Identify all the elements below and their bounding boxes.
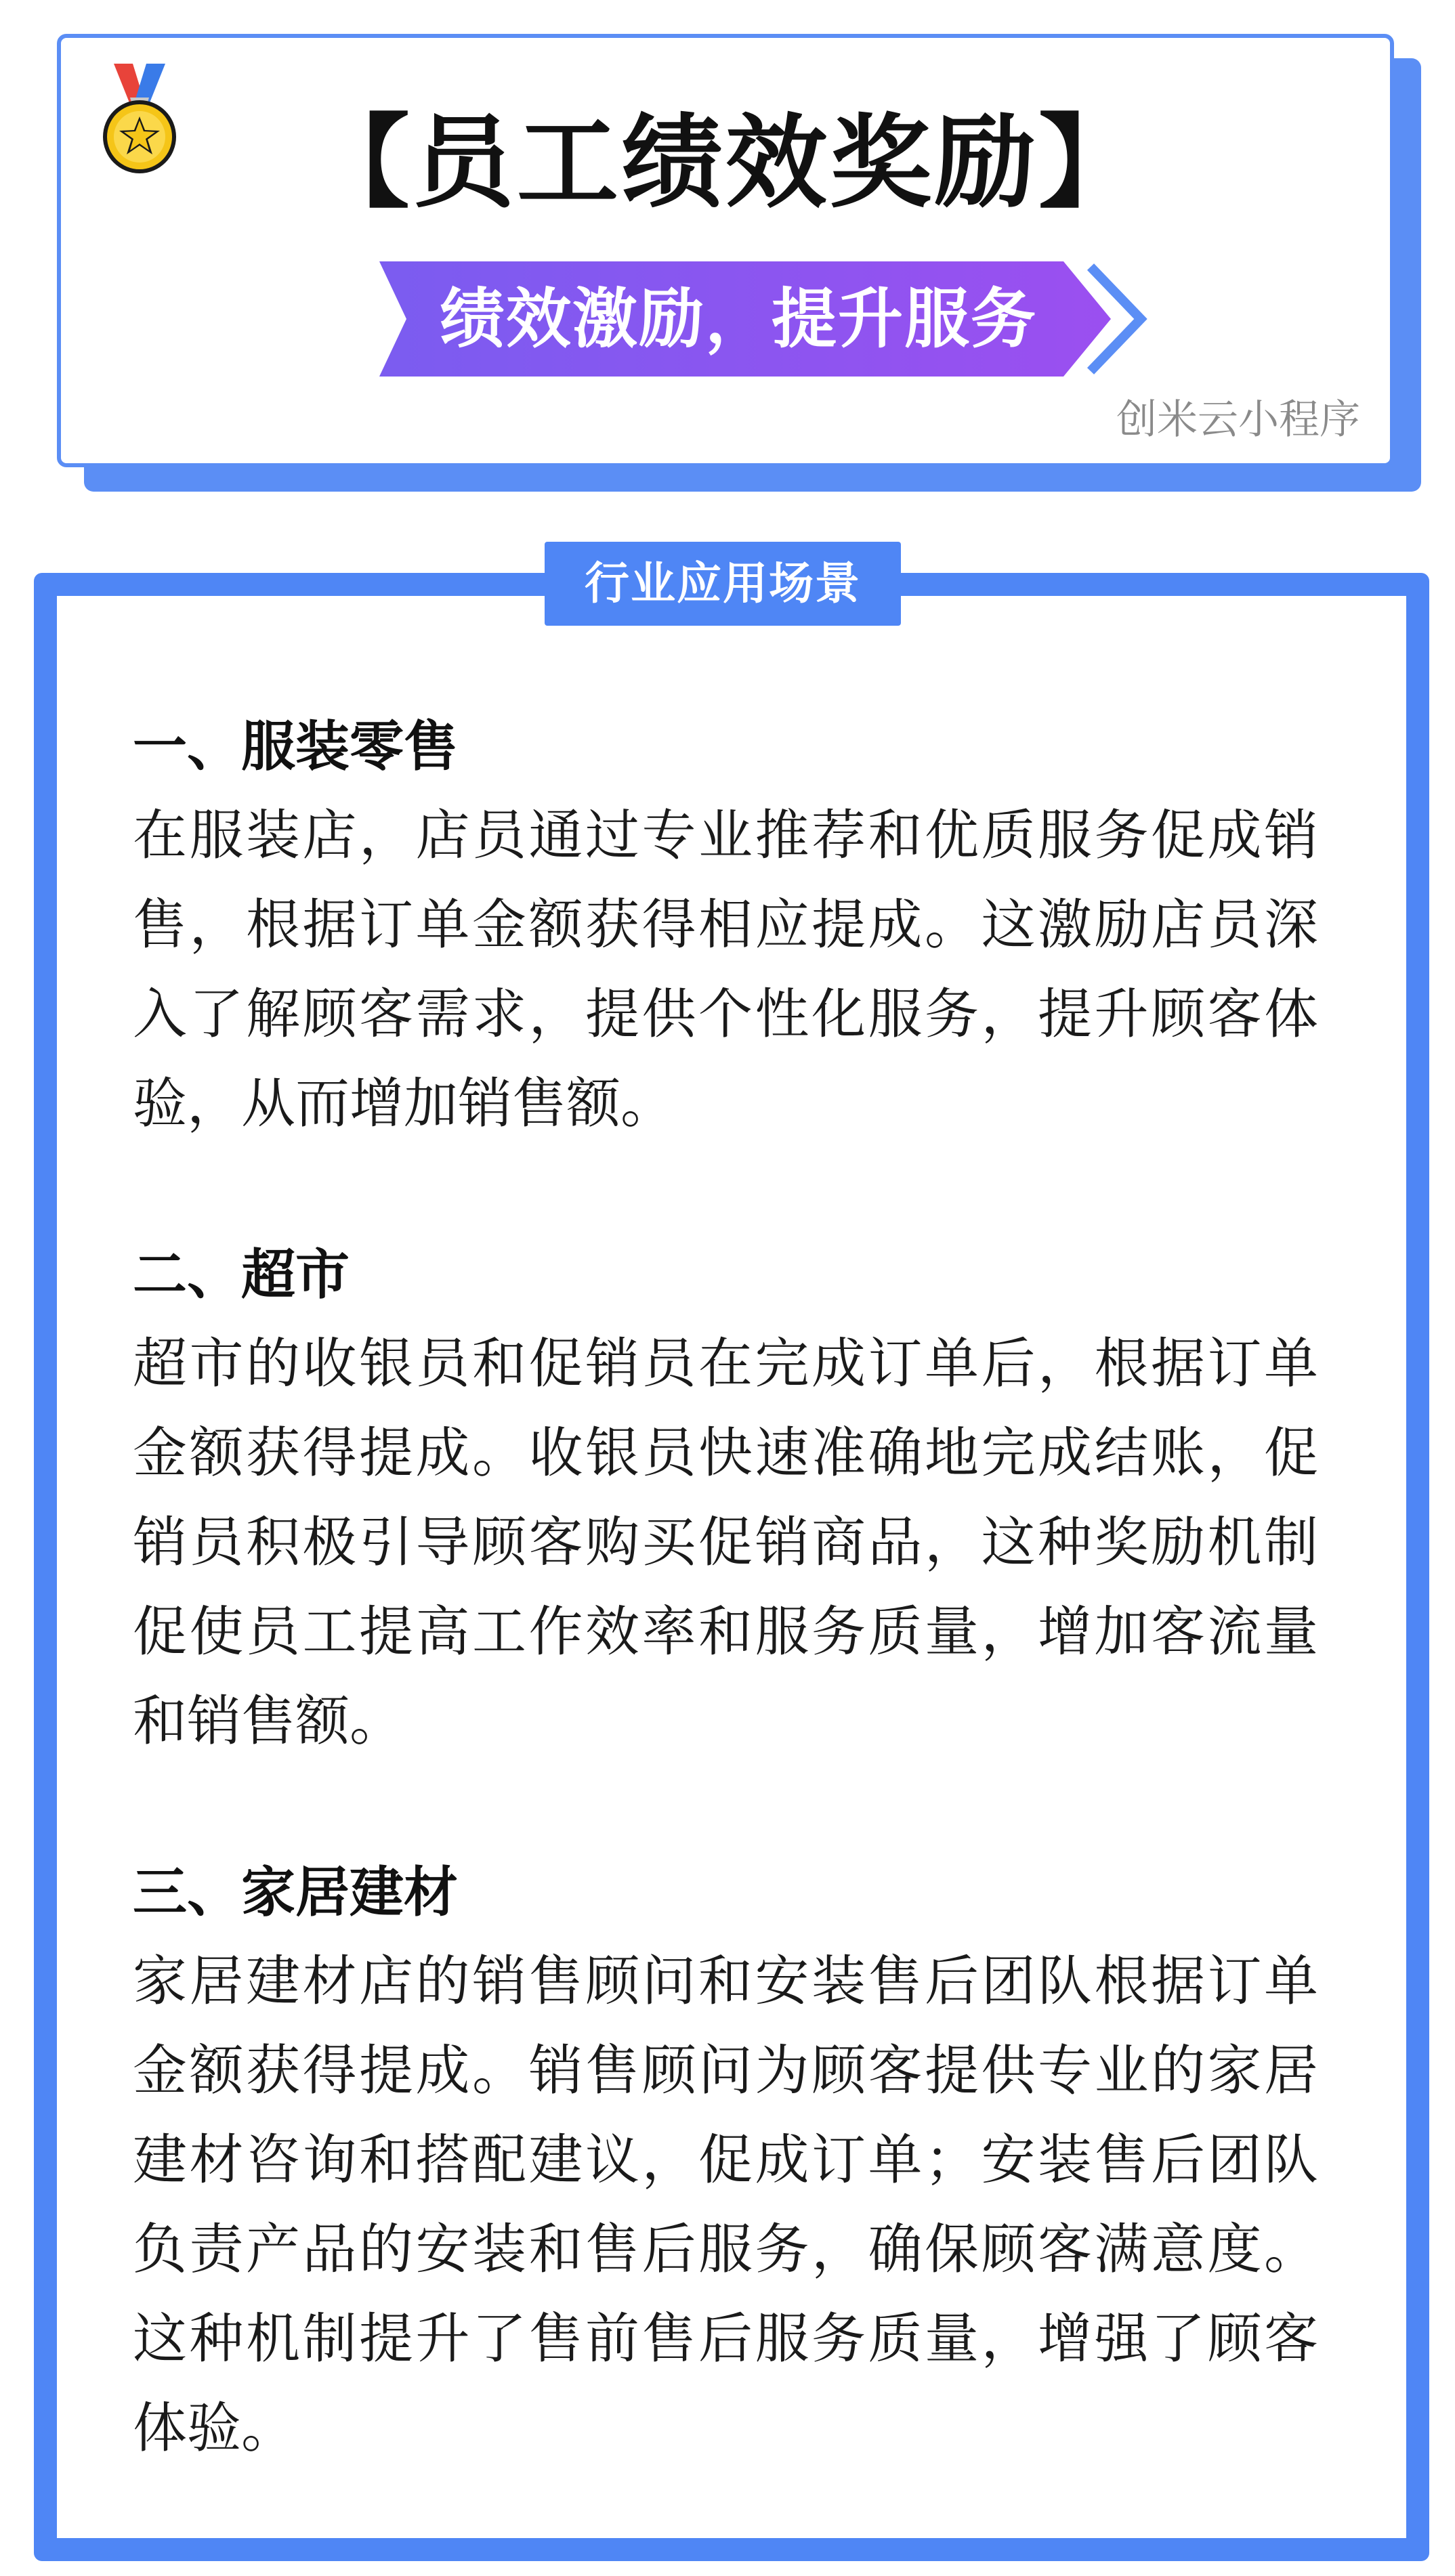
scenario-supermarket <box>133 1231 1318 1766</box>
scenario-title: 一、服装零售 <box>133 715 458 778</box>
scenario-body: 家居建材店的销售顾问和安装售后团队根据订单金额获得提成。销售顾问为顾客提供专业的家居建材咨询和搭配建议，促成订单；安装售后团队负责产品的安装和售后服务，确保顾客满意度。这种机制提升了售前售后服务质量，增强了顾客体验。 <box>133 1950 1318 2460</box>
subtitle-text: 绩效激励，提升服务 <box>440 281 1037 357</box>
section-tab: 行业应用场景 <box>545 542 901 626</box>
scenario-clothing-retail <box>133 703 1318 1149</box>
scenario-home-building-materials <box>133 1849 1318 2473</box>
scenario-title: 二、超市 <box>133 1243 350 1306</box>
brand-label: 创米云小程序 <box>1116 396 1360 444</box>
page-title: 【员工绩效奖励】 <box>308 104 1143 222</box>
scenario-body: 在服装店，店员通过专业推荐和优质服务促成销售，根据订单金额获得相应提成。这激励店员深入了解顾客需求，提供个性化服务，提升顾客体验，从而增加销售额。 <box>133 804 1318 1135</box>
subtitle-banner <box>379 261 1158 377</box>
scenario-title: 三、家居建材 <box>133 1861 458 1924</box>
scenario-body: 超市的收银员和促销员在完成订单后，根据订单金额获得提成。收银员快速准确地完成结账，促销员积极引导顾客购买促销商品，这种奖励机制促使员工提高工作效率和服务质量，增加客流量和销售额。 <box>133 1332 1318 1753</box>
header-card <box>57 34 1394 467</box>
